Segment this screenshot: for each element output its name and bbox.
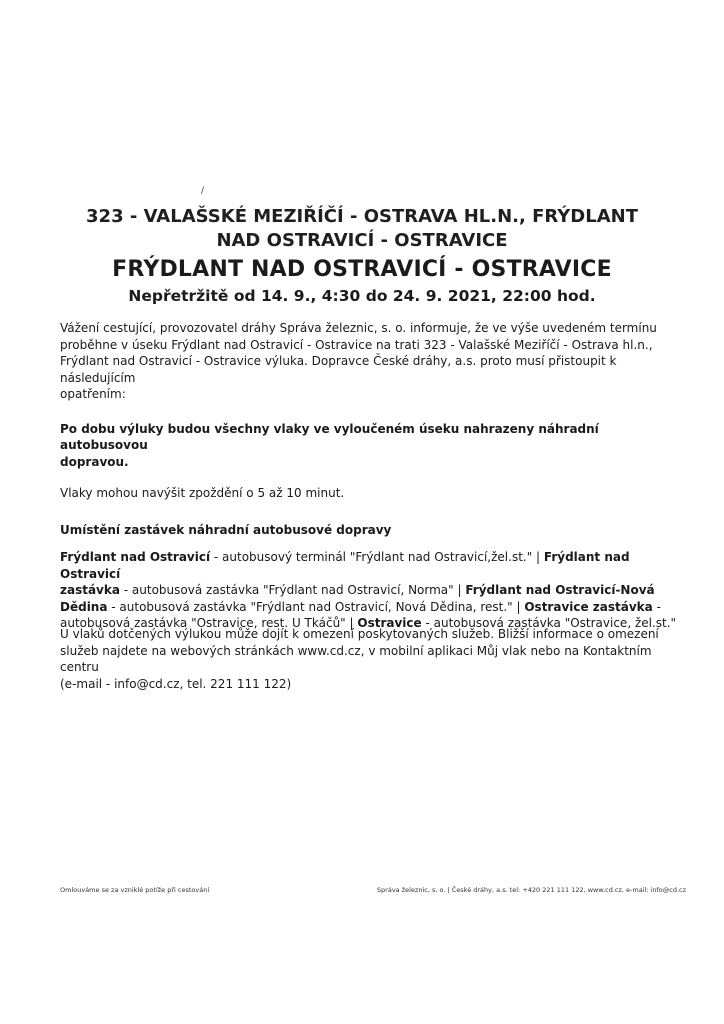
footer-contacts: Správa železnic, s. o. | České dráhy, a.s. tel: +420 221 111 122, www.cd.cz, e-mail: info@cd.cz xyxy=(376,886,686,894)
stop-name: Frýdlant nad Ostravicí xyxy=(60,550,630,581)
intro-line-1: Vážení cestující, provozovatel dráhy Správa železnic, s. o. informuje, že ve výše uvedeném termínu xyxy=(60,321,657,335)
footer-apology: Omlouváme se za vzniklé potíže při cestování xyxy=(60,886,210,894)
stop-description: autobusová zastávka "Ostravice, rest. U Tkáčů" | xyxy=(60,616,358,630)
stops-line-3 xyxy=(60,599,690,616)
stop-name: zastávka xyxy=(60,583,120,597)
intro-line-2: proběhne v úseku Frýdlant nad Ostravicí - Ostravice na trati 323 - Valašské Meziříčí - Ostrava hl.n., xyxy=(60,337,653,352)
replacement-bus-notice xyxy=(60,421,690,471)
line-title-1: 323 - VALAŠSKÉ MEZIŘÍČÍ - OSTRAVA HL.N., FRÝDLANT xyxy=(86,206,638,227)
intro-line-4: opatřením: xyxy=(60,387,126,401)
info-line-1: U vlaků dotčených výlukou může dojít k omezení poskytovaných služeb. Bližší informace o omezení xyxy=(60,627,659,641)
stop-name: Frýdlant nad Ostravicí-Nová xyxy=(465,583,655,597)
stray-mark: / xyxy=(201,186,205,196)
stop-description: - autobusová zastávka "Frýdlant nad Ostravicí, Norma" | xyxy=(119,583,466,597)
service-info xyxy=(60,626,690,692)
line-title-2: NAD OSTRAVICÍ - OSTRAVICE xyxy=(216,230,508,251)
closure-period: Nepřetržitě od 14. 9., 4:30 do 24. 9. 2021, 22:00 hod. xyxy=(128,287,596,305)
stop-description: - autobusová zastávka "Frýdlant nad Ostravicí, Nová Dědina, rest." | xyxy=(107,599,525,614)
stops-heading: Umístění zastávek náhradní autobusové dopravy xyxy=(60,523,392,537)
info-line-2: služeb najdete na webových stránkách www.cd.cz, v mobilní aplikaci Můj vlak nebo na Kontaktním centru xyxy=(60,643,652,674)
replacement-line-1: Po dobu výluky budou všechny vlaky ve vyloučeném úseku nahrazeny náhradní autobusovou xyxy=(60,421,599,452)
notice-body xyxy=(60,320,690,502)
stop-name: Frýdlant nad Ostravicí xyxy=(60,550,211,564)
stop-name: Ostravice zastávka xyxy=(524,599,653,614)
segment-title: FRÝDLANT NAD OSTRAVICÍ - OSTRAVICE xyxy=(112,257,612,282)
delay-notice: Vlaky mohou navýšit zpoždění o 5 až 10 minut. xyxy=(60,486,345,500)
stops-list xyxy=(60,549,690,632)
stops-line-1 xyxy=(60,549,690,582)
intro-line-3: Frýdlant nad Ostravicí - Ostravice výluka. Dopravce České dráhy, a.s. proto musí přistoupit k následujícím xyxy=(60,354,617,385)
intro-paragraph xyxy=(60,320,690,403)
stop-description: - autobusový terminál "Frýdlant nad Ostravicí,žel.st." | xyxy=(210,550,544,564)
replacement-line-2: dopravou. xyxy=(60,454,129,469)
stop-name: Dědina xyxy=(60,599,108,614)
stops-line-2 xyxy=(60,582,690,599)
stop-name: Ostravice xyxy=(357,616,422,630)
stop-description: - autobusová zastávka "Ostravice, žel.st." xyxy=(421,616,677,630)
stop-description: - xyxy=(652,599,661,614)
info-line-3: (e-mail - info@cd.cz, tel. 221 111 122) xyxy=(60,676,292,691)
notice-header xyxy=(40,205,684,307)
